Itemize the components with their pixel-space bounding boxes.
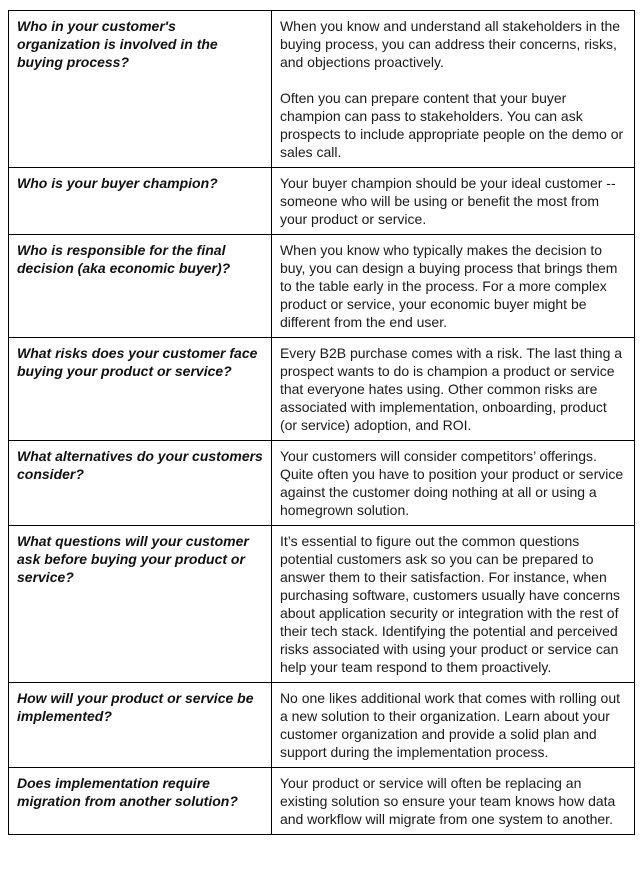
answer-paragraph: When you know who typically makes the decision to buy, you can design a buying process that brings them to the table early in the process. For a more complex product or service, your economic buyer might be different from the end user. [279,242,618,330]
table-row [9,526,635,683]
table-row [9,768,635,835]
answer-paragraph: Often you can prepare content that your buyer champion can pass to stakeholders. You can ask prospects to include appropriate people on the demo or sales call. [279,90,624,160]
answer-paragraph: Every B2B purchase comes with a risk. The last thing a prospect wants to do is champion a product or service that everyone hates using. Other common risks are associated with implementation, onboarding, product (or service) adoption, and ROI. [279,345,623,433]
table-row [9,441,635,526]
table-row [9,683,635,768]
question-cell: What alternatives do your customers consider? [9,441,272,526]
question-cell: What risks does your customer face buying your product or service? [9,338,272,441]
answer-cell [271,168,634,235]
qa-table-body [9,11,635,835]
question-cell: What questions will your customer ask before buying your product or service? [9,526,272,683]
answer-cell [271,526,634,683]
table-row [9,235,635,338]
answer-cell [271,338,634,441]
table-row [9,168,635,235]
answer-paragraph: Your customers will consider competitors’ offerings. Quite often you have to position your product or service against the customer doing nothing at all or using a homegrown solution. [279,448,624,518]
answer-cell [271,11,634,168]
question-cell: Who in your customer's organization is involved in the buying process? [9,11,272,168]
question-cell: Who is responsible for the final decision (aka economic buyer)? [9,235,272,338]
answer-paragraph: Your product or service will often be replacing an existing solution so ensure your team knows how data and workflow will migrate from one system to another. [279,775,616,827]
answer-cell [271,683,634,768]
answer-paragraph: No one likes additional work that comes with rolling out a new solution to their organization. Learn about your customer organization and provide a solid plan and support during the implementation process. [279,690,620,760]
question-cell: Who is your buyer champion? [9,168,272,235]
table-row [9,11,635,168]
question-cell: Does implementation require migration from another solution? [9,768,272,835]
answer-paragraph: It’s essential to figure out the common questions potential customers ask so you can be prepared to answer them to their satisfaction. For instance, when purchasing software, customers usually have concerns about application security or integration with the rest of their tech stack. Identifying the potential and perceived risks associated with using your product or service can help your team respond to them proactively. [279,533,620,675]
table-row [9,338,635,441]
answer-cell [271,768,634,835]
answer-paragraph: When you know and understand all stakeholders in the buying process, you can address their concerns, risks, and objections proactively. [279,18,621,70]
question-cell: How will your product or service be implemented? [9,683,272,768]
qa-table [8,10,635,835]
answer-paragraph: Your buyer champion should be your ideal customer -- someone who will be using or benefit the most from your product or service. [279,175,616,227]
answer-cell [271,235,634,338]
answer-cell [271,441,634,526]
